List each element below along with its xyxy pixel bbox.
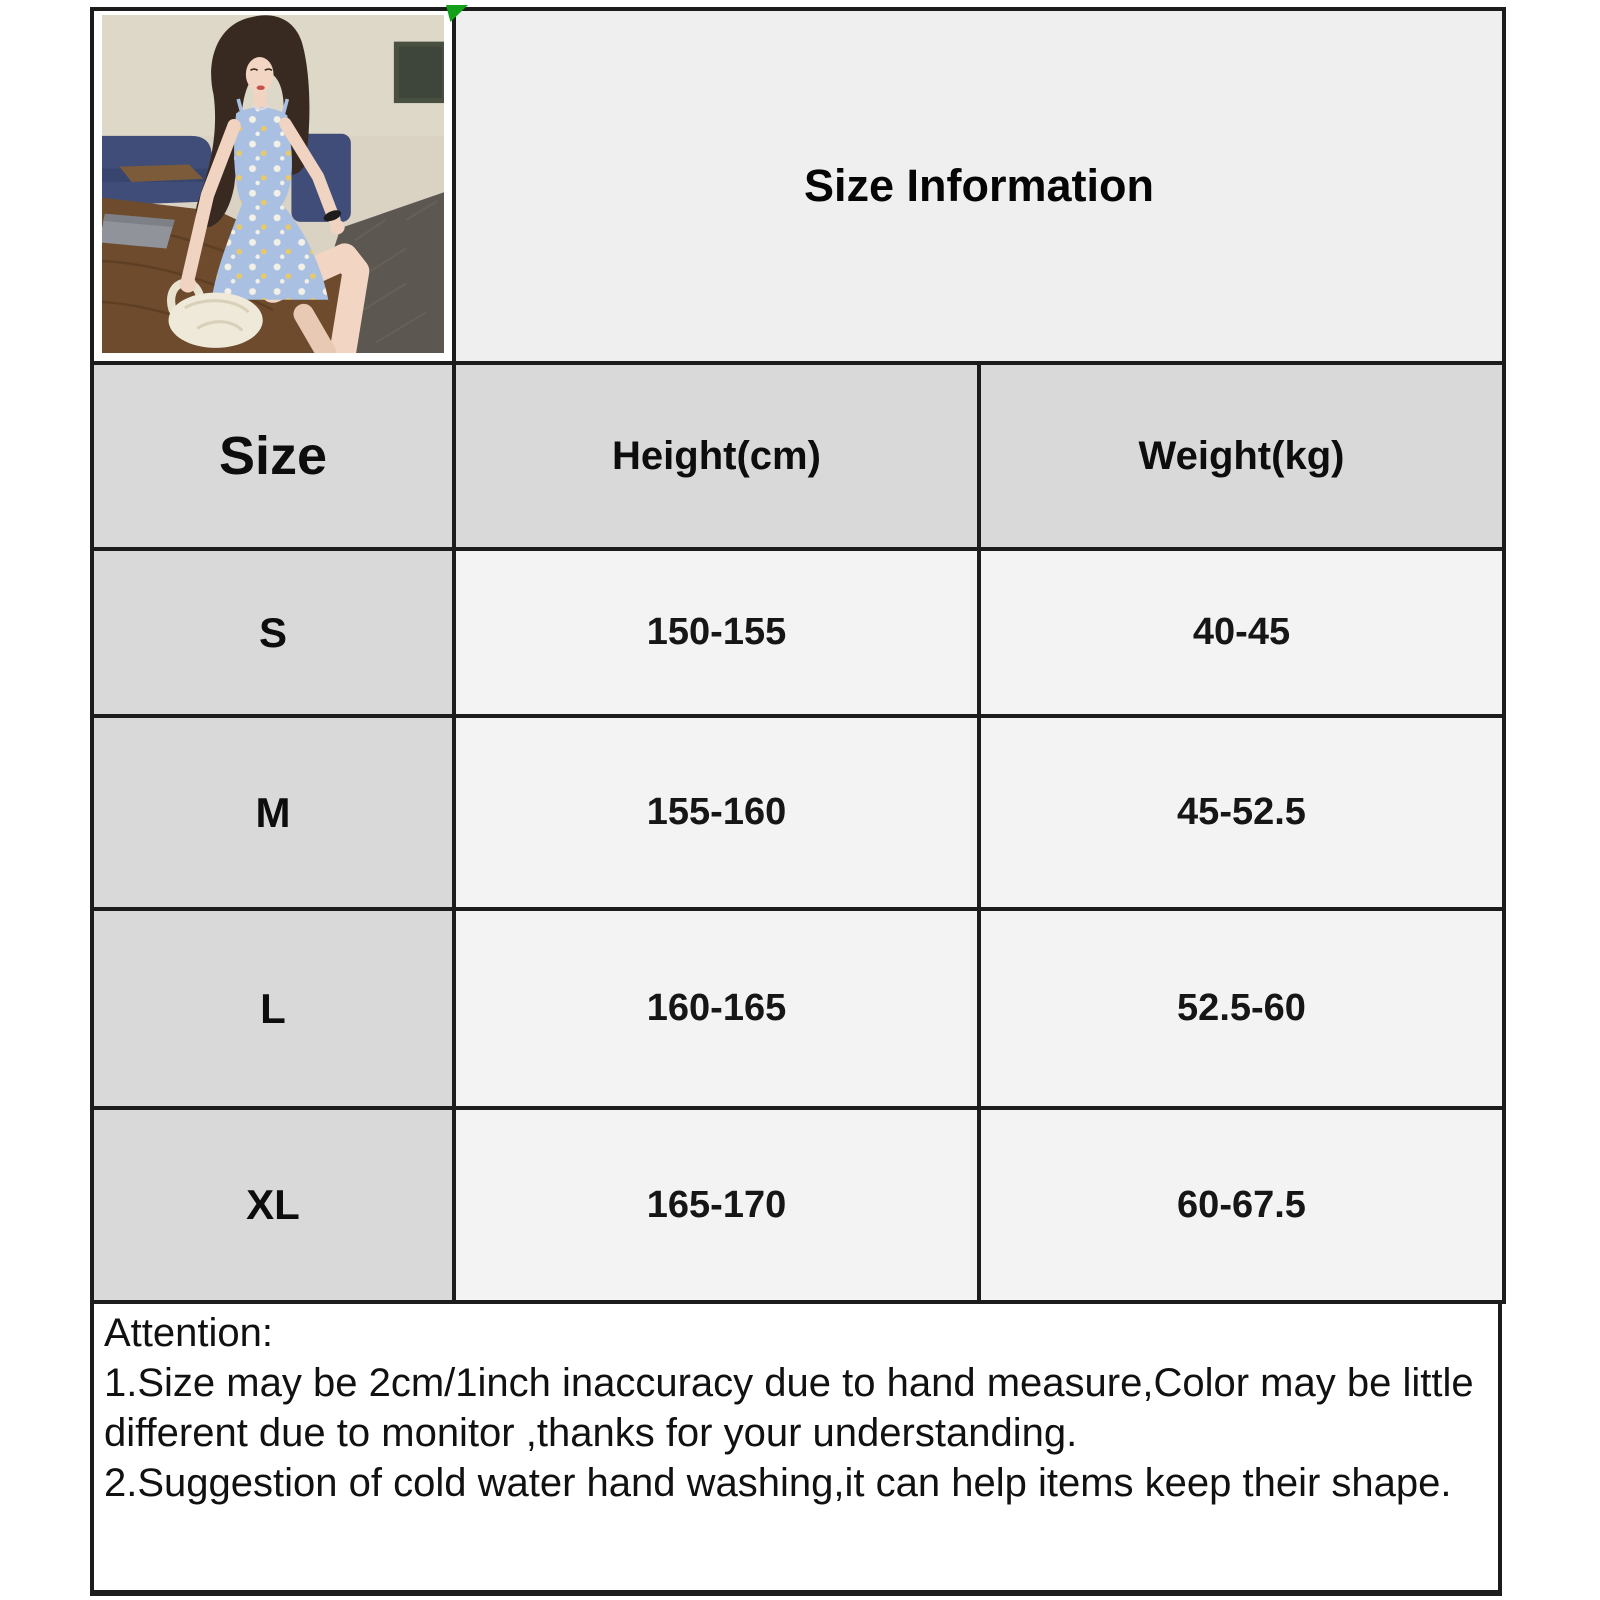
page-title: Size Information [803, 160, 1155, 211]
lips [257, 85, 265, 90]
weight-value: 60-67.5 [979, 1108, 1504, 1302]
attention-note-1: 1.Size may be 2cm/1inch inaccuracy due to hand measure,Color may be little different due to monitor ,thanks for your understanding. [104, 1361, 1474, 1455]
size-label: L [92, 909, 454, 1108]
table-row-s [92, 549, 1504, 716]
table-row-xl [92, 1108, 1504, 1302]
picture-frame-icon [394, 42, 444, 103]
product-photo-cell [92, 9, 454, 363]
height-value: 155-160 [454, 716, 979, 909]
model-photo [102, 15, 444, 353]
attention-note-2: 2.Suggestion of cold water hand washing,it can help items keep their shape. [104, 1461, 1452, 1505]
model-photo-illustration [102, 15, 444, 353]
laptop-icon [102, 214, 175, 249]
size-label: XL [92, 1108, 454, 1302]
size-label: M [92, 716, 454, 909]
title-panel [454, 9, 1504, 363]
side-table-icon [119, 165, 203, 182]
height-value: 160-165 [454, 909, 979, 1108]
table-header-row [92, 363, 1504, 549]
weight-value: 45-52.5 [979, 716, 1504, 909]
column-header-size: Size [92, 363, 454, 549]
attention-box [90, 1300, 1502, 1596]
size-table [90, 7, 1506, 1304]
height-value: 150-155 [454, 549, 979, 716]
column-header-height: Height(cm) [454, 363, 979, 549]
size-label: S [92, 549, 454, 716]
table-row-m [92, 716, 1504, 909]
weight-value: 52.5-60 [979, 909, 1504, 1108]
attention-heading: Attention: [104, 1311, 274, 1355]
height-value: 165-170 [454, 1108, 979, 1302]
column-header-weight: Weight(kg) [979, 363, 1504, 549]
hand [180, 276, 196, 292]
weight-value: 40-45 [979, 549, 1504, 716]
top-row [92, 9, 1504, 363]
table-row-l [92, 909, 1504, 1108]
size-chart-sheet [90, 7, 1502, 1596]
